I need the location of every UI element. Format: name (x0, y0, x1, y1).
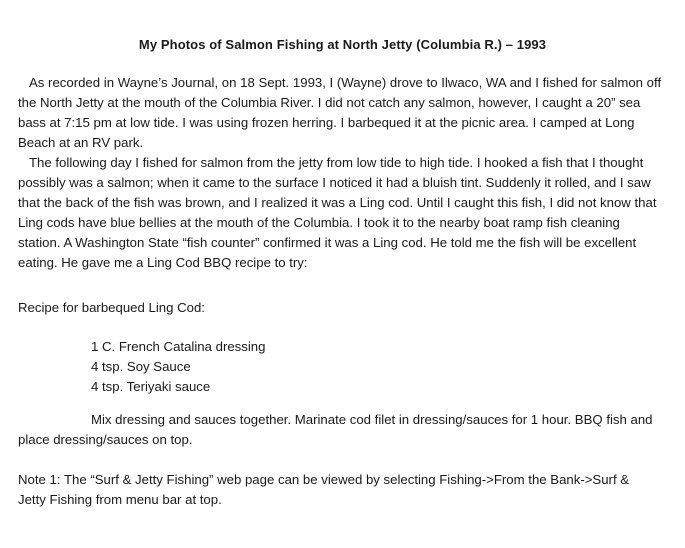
document-title: My Photos of Salmon Fishing at North Jetty (Columbia R.) – 1993 (138, 37, 547, 52)
recipe-instructions: Mix dressing and sauces together. Marinate cod filet in dressing/sauces for 1 hour. BBQ fish and place dressing/sauces on top. (18, 412, 653, 447)
ingredient-item: 4 tsp. Soy Sauce (91, 359, 191, 374)
ingredient-list (91, 337, 265, 397)
recipe-title: Recipe for barbequed Ling Cod: (18, 300, 205, 315)
footnote: Note 1: The “Surf & Jetty Fishing” web page can be viewed by selecting Fishing->From the Bank->Surf & Jetty Fishing from menu bar at top. (18, 472, 630, 507)
journal-paragraph-2: The following day I fished for salmon from the jetty from low tide to high tide. I hooked a fish that I thought possibly was a salmon; when it came to the surface I noticed it had a bluish tint. Suddenly it rolled, and I saw that the back of the fish was brown, and I realized it was a Ling cod. Until I caught this fish, I did not know that Ling cods have blue bellies at the mouth of the Columbia. I took it to the nearby boat ramp fish cleaning station. A Washington State “fish counter” confirmed it was a Ling cod. He told me the fish will be excellent eating. He gave me a Ling Cod BBQ recipe to try: (18, 155, 657, 270)
ingredient-item: 1 C. French Catalina dressing (91, 339, 266, 354)
ingredient-item: 4 tsp. Teriyaki sauce (91, 379, 211, 394)
journal-paragraph-1: As recorded in Wayne’s Journal, on 18 Sept. 1993, I (Wayne) drove to Ilwaco, WA and I fished for salmon off the North Jetty at the mouth of the Columbia River. I did not catch any salmon, however, I caught a 20” sea bass at 7:15 pm at low tide. I was using frozen herring. I barbequed it at the picnic area. I camped at Long Beach at an RV park. (18, 75, 662, 150)
